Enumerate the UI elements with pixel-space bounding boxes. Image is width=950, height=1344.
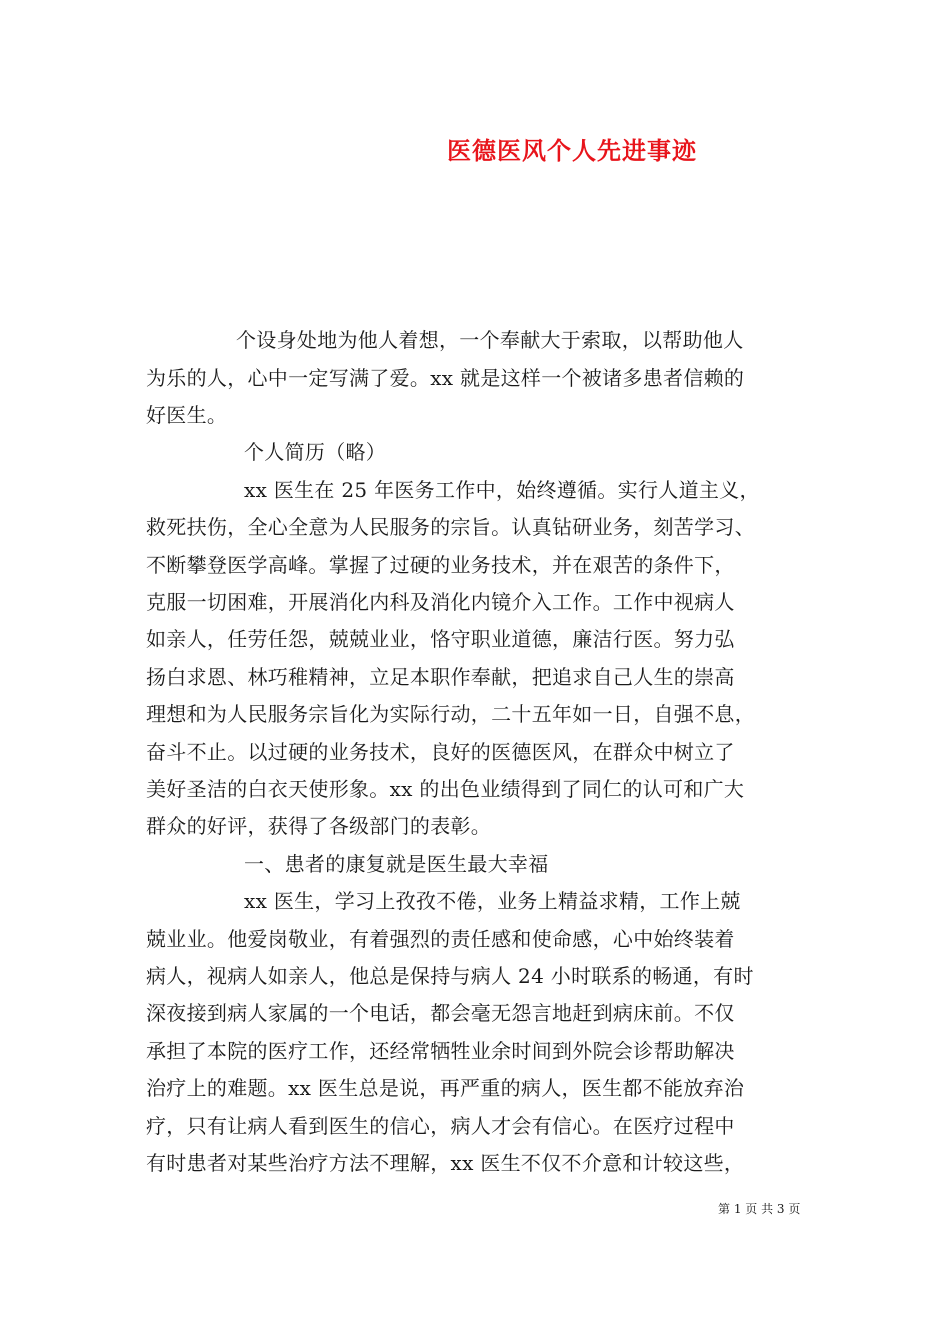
paragraph-line: 理想和为人民服务宗旨化为实际行动，二十五年如一日，自强不息， — [146, 702, 755, 726]
paragraph-line: 承担了本院的医疗工作，还经常牺牲业余时间到外院会诊帮助解决 — [146, 1039, 735, 1063]
paragraph-line: xx 医生，学习上孜孜不倦，业务上精益求精，工作上兢 — [244, 889, 741, 913]
document-title: 医德医风个人先进事迹 — [447, 136, 697, 165]
page-number: 第 1 页 共 3 页 — [718, 1202, 801, 1216]
paragraph-line: 治疗上的难题。xx 医生总是说，再严重的病人，医生都不能放弃治 — [146, 1076, 745, 1100]
section-heading: 一、患者的康复就是医生最大幸福 — [244, 852, 549, 876]
paragraph-line: 有时患者对某些治疗方法不理解，xx 医生不仅不介意和计较这些， — [146, 1151, 745, 1175]
paragraph-line: 病人，视病人如亲人，他总是保持与病人 24 小时联系的畅通，有时 — [146, 964, 754, 988]
paragraph-line: 奋斗不止。以过硬的业务技术，良好的医德医风，在群众中树立了 — [146, 740, 735, 764]
paragraph-line: 为乐的人，心中一定写满了爱。xx 就是这样一个被诸多患者信赖的 — [146, 366, 745, 390]
paragraph-line: 克服一切困难，开展消化内科及消化内镜介入工作。工作中视病人 — [146, 590, 735, 614]
paragraph-line: 深夜接到病人家属的一个电话，都会毫无怨言地赶到病床前。不仅 — [146, 1001, 735, 1025]
paragraph-line: 兢业业。他爱岗敬业，有着强烈的责任感和使命感，心中始终装着 — [146, 927, 735, 951]
paragraph-line: 个设身处地为他人着想，一个奉献大于索取，以帮助他人 — [236, 328, 744, 352]
paragraph-line: 救死扶伤，全心全意为人民服务的宗旨。认真钻研业务，刻苦学习、 — [146, 515, 755, 539]
paragraph-line: 群众的好评，获得了各级部门的表彰。 — [146, 814, 492, 838]
paragraph-line: 好医生。 — [146, 403, 228, 427]
paragraph-line: 不断攀登医学高峰。掌握了过硬的业务技术，并在艰苦的条件下， — [146, 553, 735, 577]
paragraph-line: 疗，只有让病人看到医生的信心，病人才会有信心。在医疗过程中 — [146, 1114, 735, 1138]
section-heading: 个人简历（略） — [244, 440, 387, 464]
paragraph-line: xx 医生在 25 年医务工作中，始终遵循。实行人道主义， — [244, 478, 760, 502]
paragraph-line: 如亲人，任劳任怨，兢兢业业，恪守职业道德，廉洁行医。努力弘 — [146, 627, 735, 651]
paragraph-line: 扬白求恩、林巧稚精神，立足本职作奉献，把追求自己人生的崇高 — [146, 665, 735, 689]
paragraph-line: 美好圣洁的白衣天使形象。xx 的出色业绩得到了同仁的认可和广大 — [146, 777, 745, 801]
